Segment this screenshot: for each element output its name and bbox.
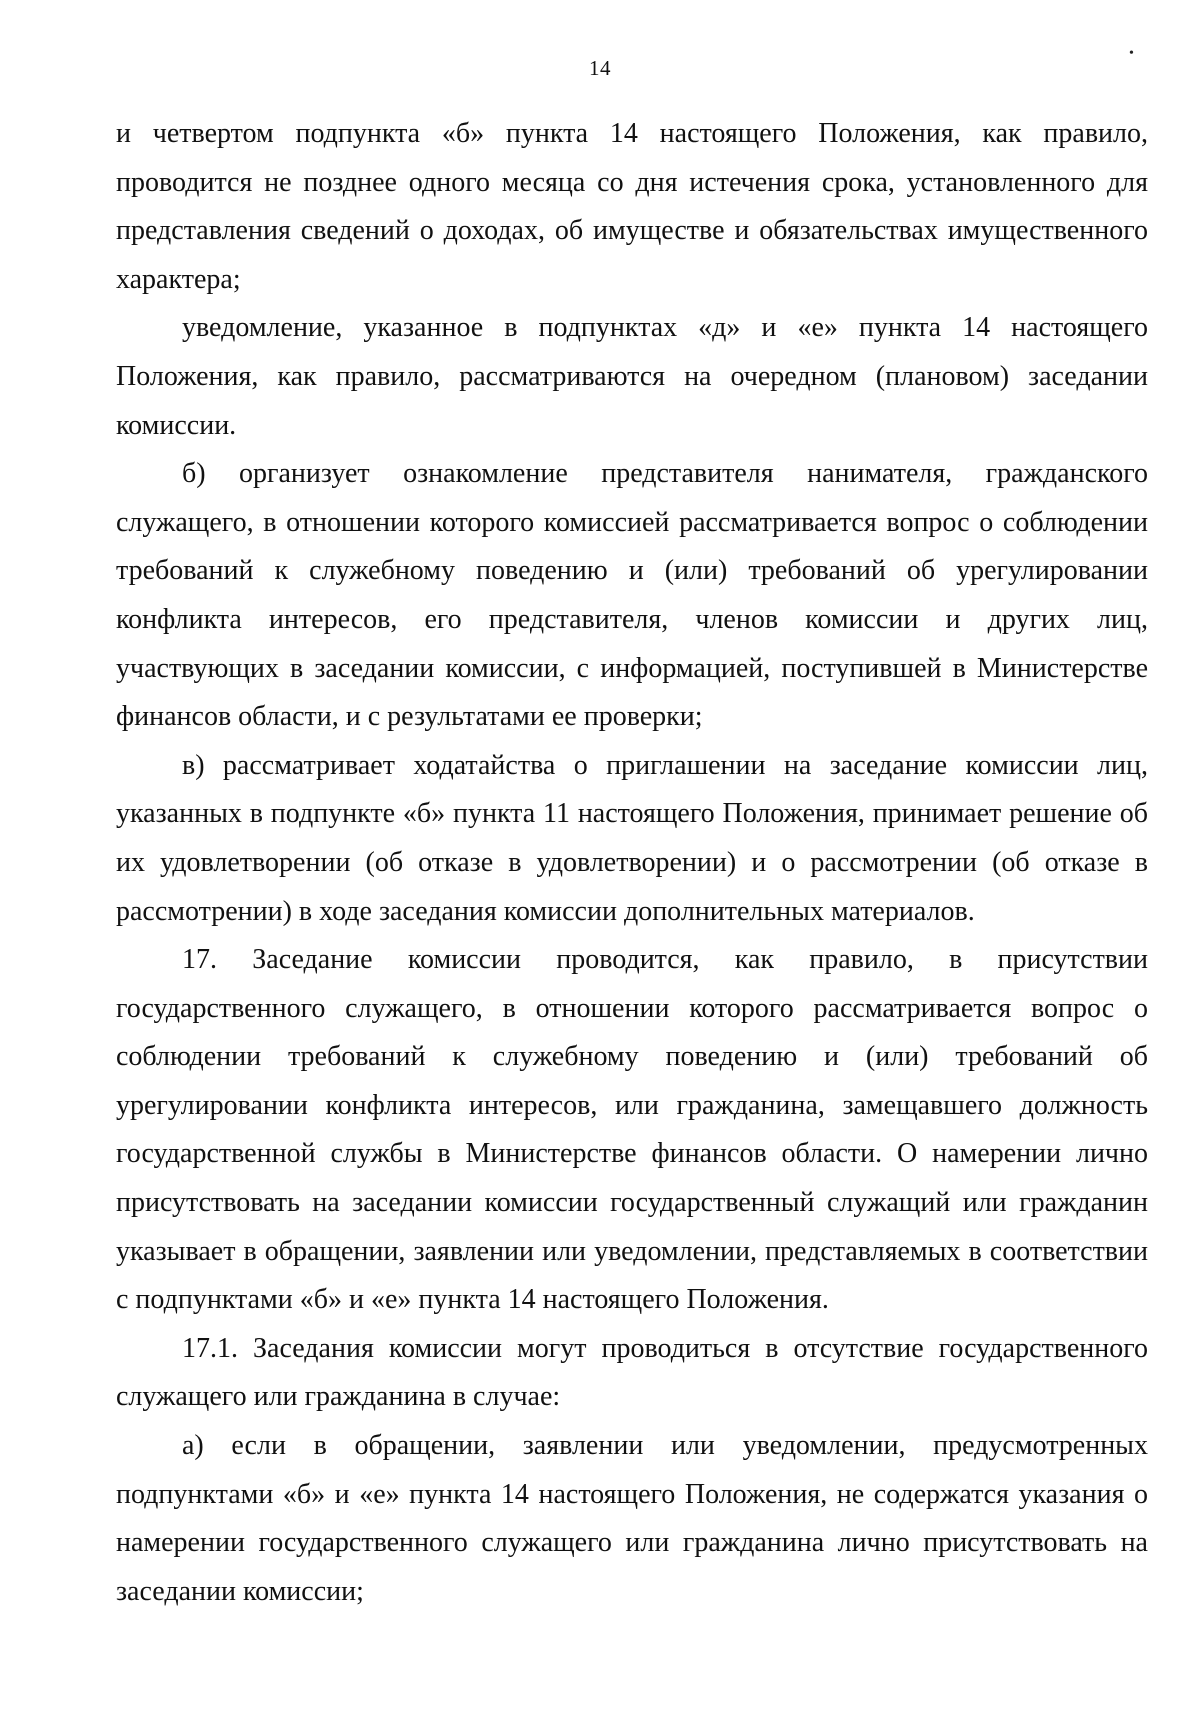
- page-number: 14: [589, 56, 611, 80]
- paragraph-item-17: 17. Заседание комиссии проводится, как правило, в присутствии государственного служащего, в отношении которого рассматривается вопрос о соблюдении требований к служебному поведению и (или) требований об урегулировании конфликта интересов, или гражданина, замещавшего должность государственной службы в Министерстве финансов области. О намерении лично присутствовать на заседании комиссии государственный служащий или гражданин указывает в обращении, заявлении или уведомлении, представляемых в соответствии с подпунктами «б» и «е» пункта 14 настоящего Положения.: [116, 944, 1148, 1316]
- scan-speck-mark: •: [1129, 46, 1134, 61]
- paragraph-notification: уведомление, указанное в подпунктах «д» и «е» пункта 14 настоящего Положения, как правило, рассматриваются на очередном (плановом) заседании комиссии.: [116, 312, 1148, 441]
- paragraph-subitem-a: а) если в обращении, заявлении или уведомлении, предусмотренных подпунктами «б» и «е» пункта 14 настоящего Положения, не содержатся указания о намерении государственного служащего или гражданина лично присутствовать на заседании комиссии;: [116, 1430, 1148, 1607]
- document-body: [116, 110, 1148, 1616]
- paragraph-item-17-1: 17.1. Заседания комиссии могут проводиться в отсутствие государственного служащего или гражданина в случае:: [116, 1332, 1148, 1413]
- paragraph-subitem-b: б) организует ознакомление представителя нанимателя, гражданского служащего, в отношении которого комиссией рассматривается вопрос о соблюдении требований к служебному поведению и (или) требований об урегулировании конфликта интересов, его представителя, членов комиссии и других лиц, участвующих в заседании комиссии, с информацией, поступившей в Министерстве финансов области, и с результатами ее проверки;: [116, 458, 1148, 733]
- paragraph-subitem-v: в) рассматривает ходатайства о приглашении на заседание комиссии лиц, указанных в подпункте «б» пункта 11 настоящего Положения, принимает решение об их удовлетворении (об отказе в удовлетворении) и о рассмотрении (об отказе в рассмотрении) в ходе заседания комиссии дополнительных материалов.: [116, 749, 1148, 927]
- paragraph-continuation: и четвертом подпункта «б» пункта 14 настоящего Положения, как правило, проводится не позднее одного месяца со дня истечения срока, установленного для представления сведений о доходах, об имуществе и обязательствах имущественного характера;: [116, 118, 1148, 295]
